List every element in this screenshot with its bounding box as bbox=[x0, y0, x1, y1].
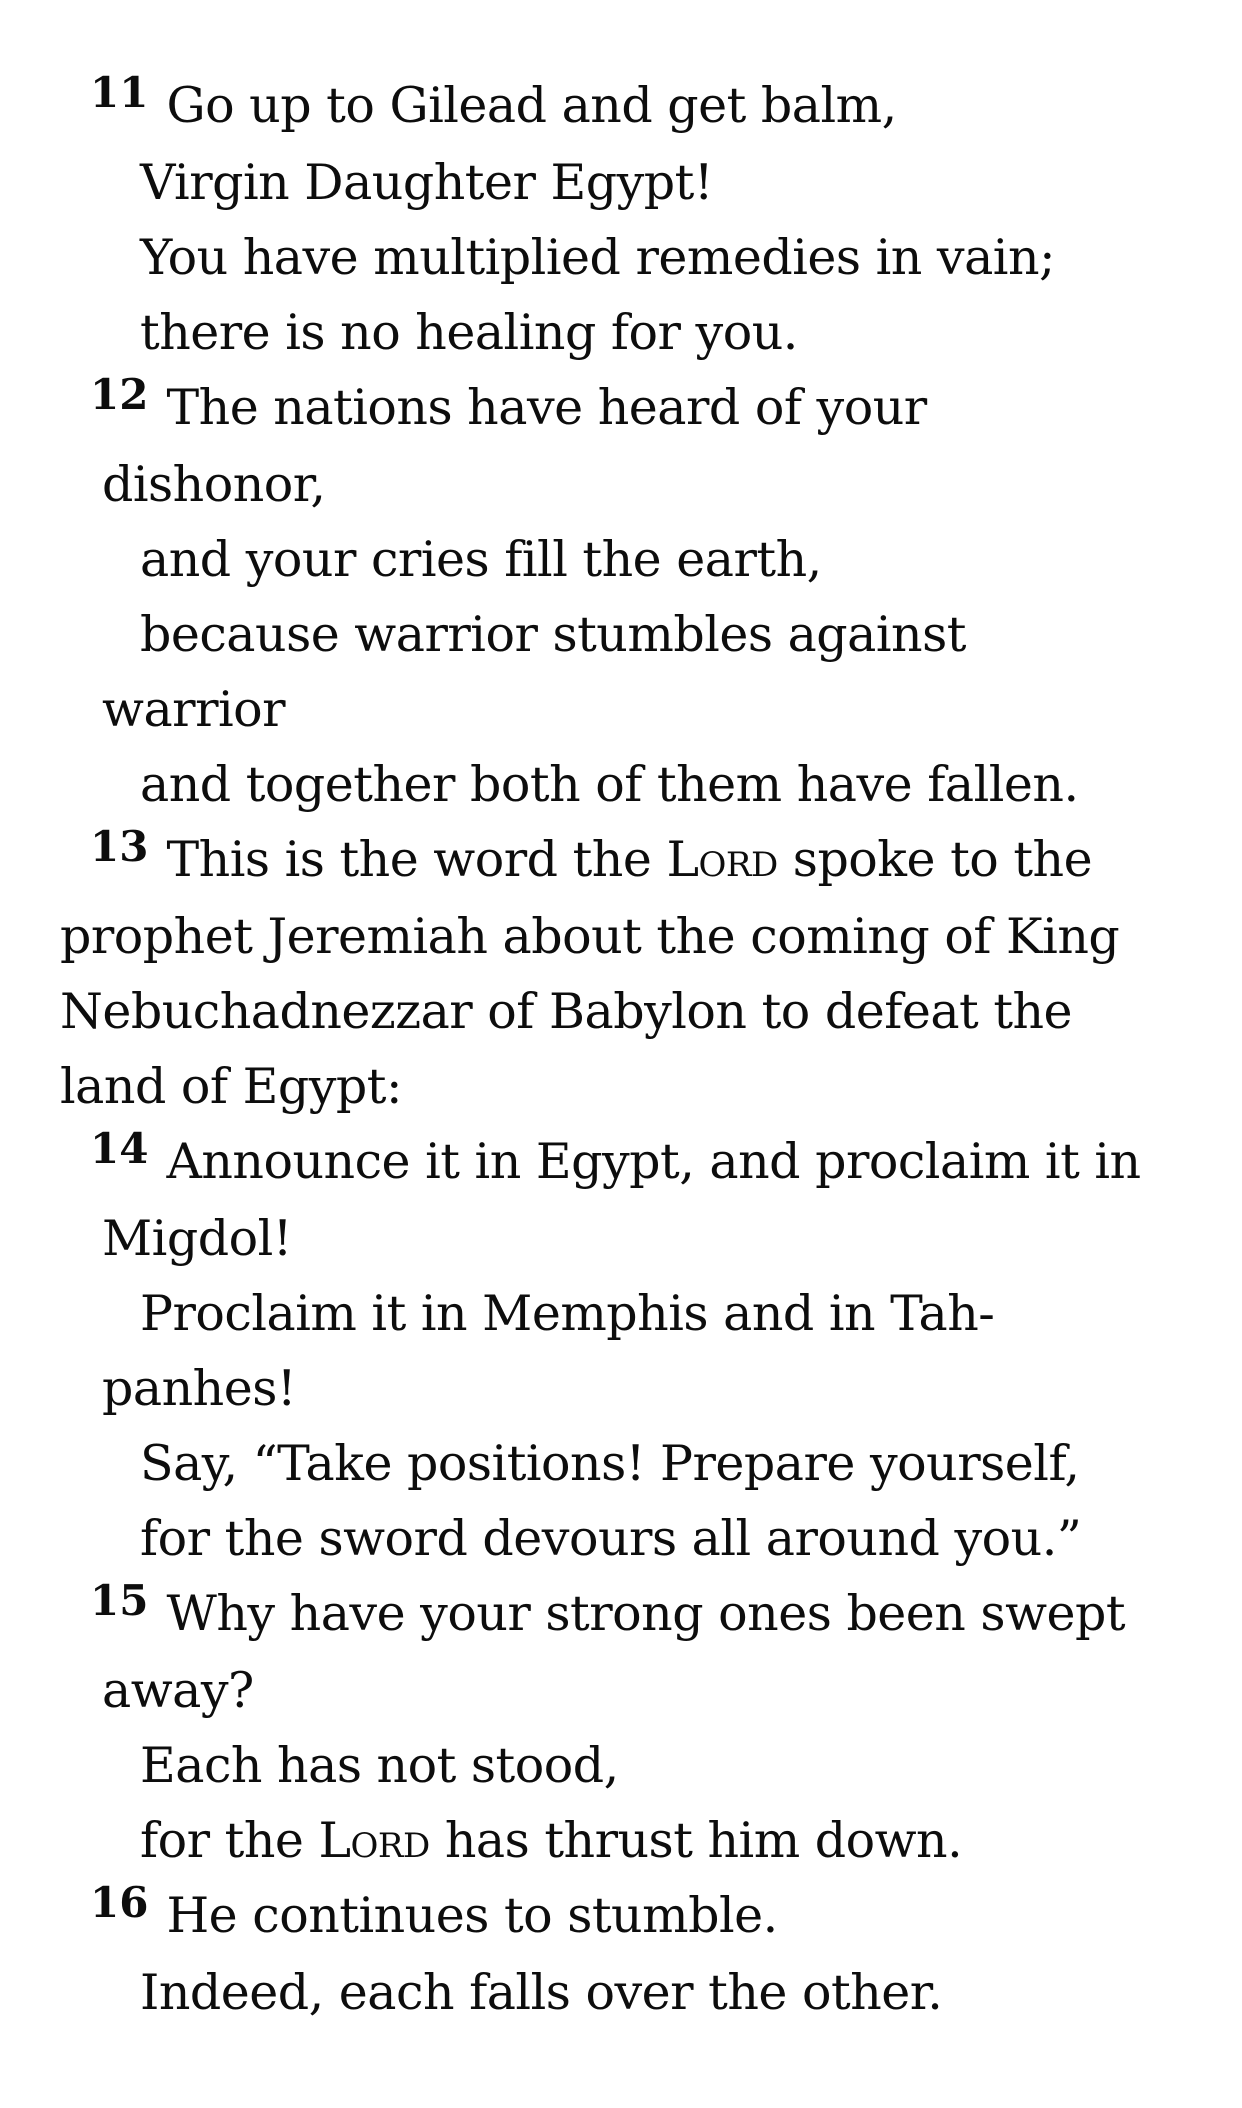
verse-line bbox=[0, 1653, 1202, 1728]
divine-name-small-caps: Lord bbox=[318, 1812, 430, 1869]
verse-line bbox=[0, 1501, 1202, 1576]
verse-text: He continues to stumble. bbox=[166, 1887, 778, 1944]
verse-text: Proclaim it in Memphis and in Tah- bbox=[140, 1285, 995, 1342]
verse-text: panhes! bbox=[102, 1360, 297, 1417]
verse-text: Nebuchadnezzar of Babylon to defeat the bbox=[60, 983, 1073, 1040]
verse-text: Each has not stood, bbox=[140, 1737, 619, 1794]
verse-line bbox=[0, 220, 1202, 295]
verse-text: away? bbox=[102, 1662, 254, 1719]
verse-text: land of Egypt: bbox=[60, 1058, 402, 1115]
verse-line bbox=[0, 1955, 1202, 2030]
verse-line bbox=[0, 68, 1202, 145]
verse-line bbox=[0, 672, 1202, 747]
verse-text: there is no healing for you. bbox=[140, 304, 798, 361]
verse-line bbox=[0, 747, 1202, 822]
divine-name-small-caps: Lord bbox=[666, 831, 778, 888]
verse-line bbox=[0, 899, 1202, 974]
verse-text: and your cries fill the earth, bbox=[140, 531, 822, 588]
verse-line bbox=[0, 1576, 1202, 1653]
verse-line bbox=[0, 1351, 1202, 1426]
verse-number: 12 bbox=[90, 370, 149, 419]
verse-line bbox=[0, 822, 1202, 899]
verse-line bbox=[0, 1201, 1202, 1276]
verse-line bbox=[0, 370, 1202, 447]
verse-text: You have multiplied remedies in vain; bbox=[140, 229, 1056, 286]
verse-text: The nations have heard of your bbox=[166, 379, 927, 436]
verse-line bbox=[0, 597, 1202, 672]
verse-line bbox=[0, 1728, 1202, 1803]
verse-text: for the bbox=[140, 1812, 319, 1869]
verse-text: prophet Jeremiah about the coming of King bbox=[60, 908, 1120, 965]
verse-line bbox=[0, 1276, 1202, 1351]
verse-text: This is the word the bbox=[166, 831, 667, 888]
verse-text: dishonor, bbox=[102, 456, 326, 513]
verse-text: Virgin Daughter Egypt! bbox=[140, 154, 714, 211]
verse-text: Why have your strong ones been swept bbox=[166, 1585, 1126, 1642]
verse-line bbox=[0, 522, 1202, 597]
verse-text: Migdol! bbox=[102, 1210, 292, 1267]
verse-line bbox=[0, 1803, 1202, 1878]
verse-text: spoke to the bbox=[777, 831, 1093, 888]
verse-line bbox=[0, 1124, 1202, 1201]
verse-text: Indeed, each falls over the other. bbox=[140, 1964, 943, 2021]
verse-number: 15 bbox=[90, 1576, 149, 1625]
verse-number: 16 bbox=[90, 1878, 149, 1927]
verse-line bbox=[0, 1878, 1202, 1955]
verse-number: 11 bbox=[90, 68, 149, 117]
verse-line bbox=[0, 145, 1202, 220]
verse-text: and together both of them have fallen. bbox=[140, 756, 1079, 813]
verse-number: 13 bbox=[90, 822, 149, 871]
verse-line bbox=[0, 974, 1202, 1049]
verse-text: because warrior stumbles against bbox=[140, 606, 966, 663]
verse-text: Say, “Take positions! Prepare yourself, bbox=[140, 1435, 1080, 1492]
verse-line bbox=[0, 1426, 1202, 1501]
verse-line bbox=[0, 295, 1202, 370]
verse-text: for the sword devours all around you.” bbox=[140, 1510, 1082, 1567]
verse-text: Announce it in Egypt, and proclaim it in bbox=[166, 1133, 1141, 1190]
verse-text: warrior bbox=[102, 681, 286, 738]
verse-text: Go up to Gilead and get balm, bbox=[166, 77, 897, 134]
verse-number: 14 bbox=[90, 1124, 149, 1173]
verse-line bbox=[0, 447, 1202, 522]
verse-line bbox=[0, 1049, 1202, 1124]
verse-text: has thrust him down. bbox=[429, 1812, 963, 1869]
